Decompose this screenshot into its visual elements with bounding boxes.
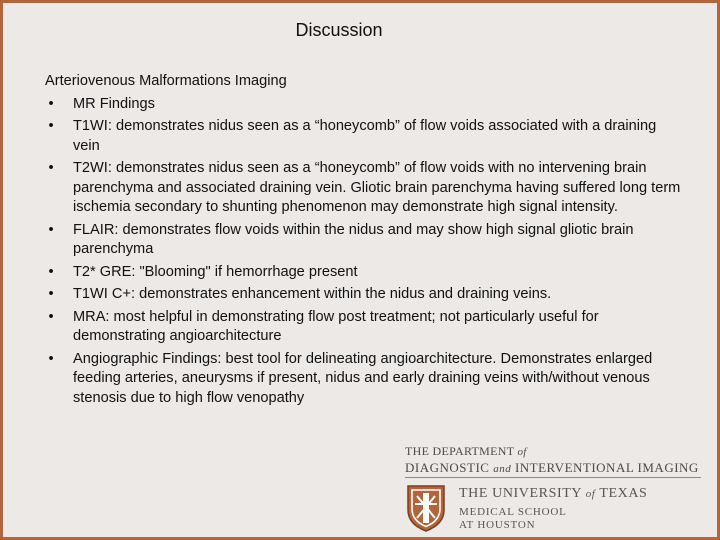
dept-name-line1 xyxy=(405,444,527,459)
bullet-item xyxy=(45,308,685,347)
bullet-text: T2* GRE: "Blooming" if hemorrhage present xyxy=(73,263,358,280)
bullet-dot: • xyxy=(48,221,54,238)
dept-the-department: THE DEPARTMENT xyxy=(405,444,515,458)
dept-diagnostic: DIAGNOSTIC xyxy=(405,460,490,475)
bullet-item xyxy=(45,221,685,260)
univ-the-university: THE UNIVERSITY xyxy=(459,486,582,501)
university-name xyxy=(459,486,647,502)
dept-name-line2 xyxy=(405,460,699,476)
bullet-text: T1WI: demonstrates nidus seen as a “honeycomb” of flow voids associated with a draining vein xyxy=(73,118,657,154)
bullet-item xyxy=(45,95,685,115)
bullet-dot: • xyxy=(48,95,54,112)
bullet-item xyxy=(45,350,685,409)
dept-interventional-imaging: INTERVENTIONAL IMAGING xyxy=(514,460,699,475)
bullet-dot: • xyxy=(48,286,54,302)
bullet-item xyxy=(45,285,685,305)
bullet-list xyxy=(45,95,685,409)
bullet-text: MR Findings xyxy=(73,95,155,112)
bullet-dot: • xyxy=(48,118,54,134)
bullet-text: MRA: most helpful in demonstrating flow post treatment; not particularly useful for demonstrating angioarchitecture xyxy=(73,308,599,344)
bullet-text: FLAIR: demonstrates flow voids within the nidus and may show high signal gliotic brain parenchyma xyxy=(73,221,634,257)
university-shield-icon xyxy=(406,484,446,532)
school-location: AT HOUSTON xyxy=(459,519,536,531)
bullet-dot: • xyxy=(48,263,54,280)
bullet-dot: • xyxy=(48,308,54,325)
department-logo xyxy=(403,444,703,536)
dept-and: and xyxy=(493,463,512,475)
bullet-item xyxy=(45,263,685,283)
bullet-dot: • xyxy=(48,160,54,176)
slide-title: Discussion xyxy=(295,20,383,40)
bullet-text: T1WI C+: demonstrates enhancement within the nidus and draining veins. xyxy=(73,286,552,302)
slide-content xyxy=(45,72,685,411)
bullet-item xyxy=(45,159,685,218)
section-heading: Arteriovenous Malformations Imaging xyxy=(45,73,287,89)
bullet-text: Angiographic Findings: best tool for delineating angioarchitecture. Demonstrates enlarged feeding arteries, aneurysms if present, nidus and early draining veins with/without venous stenosis due to high flow venopathy xyxy=(73,350,653,406)
dept-of: of xyxy=(517,446,527,458)
bullet-dot: • xyxy=(48,350,54,367)
bullet-item xyxy=(45,117,685,156)
logo-divider xyxy=(405,477,701,478)
bullet-text: T2WI: demonstrates nidus seen as a “honeycomb” of flow voids with no intervening brain parenchyma and associated draining vein. Gliotic brain parenchyma having suffered long term ischemia secondary to shunting phenomenon may demonstrate high signal intensity. xyxy=(73,160,681,215)
univ-texas: TEXAS xyxy=(599,486,648,501)
medical-school-name: MEDICAL SCHOOL xyxy=(459,506,567,518)
univ-of: of xyxy=(585,488,596,500)
